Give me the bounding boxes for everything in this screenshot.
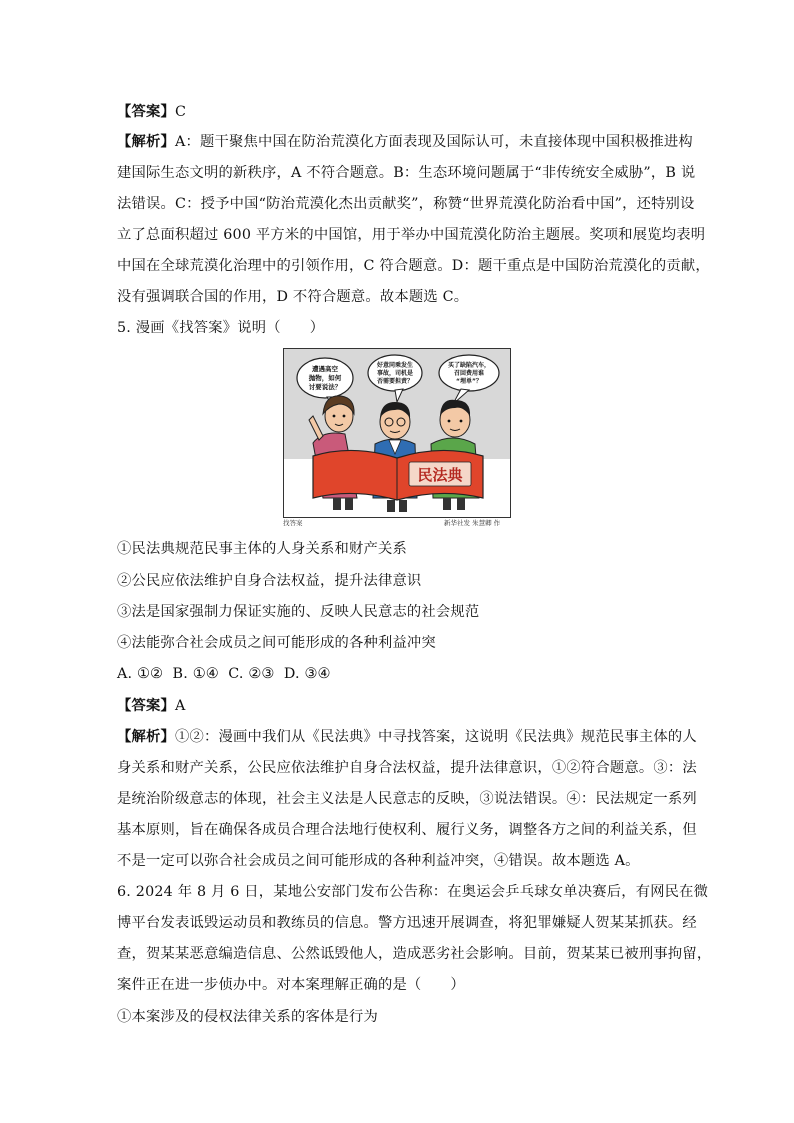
analysis-5-line-2: 身关系和财产关系，公民应依法维护自身合法权益，提升法律意识，①②符合题意。③：法 xyxy=(117,760,697,776)
cartoon-caption-right: 新华社发 朱慧卿 作 xyxy=(444,519,501,527)
bubble-left-line-3: 讨要说法？ xyxy=(308,383,342,391)
book-title: 民法典 xyxy=(417,466,463,484)
bubble-right-line-3: “埋单”？ xyxy=(456,378,482,385)
analysis-4-line-2: 建国际生态文明的新秩序，A 不符合题意。B：生态环境问题属于“非传统安全威胁”，B 说 xyxy=(117,165,696,181)
answer-label: 【答案】 xyxy=(117,698,175,714)
analysis-label: 【解析】 xyxy=(117,729,175,745)
analysis-label: 【解析】 xyxy=(117,134,175,150)
cartoon-caption-left: 找答案 xyxy=(283,519,303,527)
bubble-right-line-1: 买了缺陷汽车， xyxy=(447,362,491,369)
bubble-left-line-2: 抛物，如何 xyxy=(308,374,342,382)
question-6-line-3: 查，贺某某恶意编造信息、公然诋毁他人，造成恶劣社会影响。目前，贺某某已被刑事拘留， xyxy=(117,946,712,962)
question-5-choices: A. ①② B. ①④ C. ②③ D. ③④ xyxy=(117,666,331,682)
answer-label: 【答案】 xyxy=(117,104,175,120)
answer-5 xyxy=(117,697,186,715)
analysis-4-line-1: 【解析】A：题干聚焦中国在防治荒漠化方面表现及国际认可，未直接体现中国积极推进构 xyxy=(117,134,693,150)
bubble-middle-line-3: 否需要担责？ xyxy=(376,378,414,385)
analysis-5-line-1: 【解析】①②：漫画中我们从《民法典》中寻找答案，这说明《民法典》规范民事主体的人 xyxy=(117,729,697,745)
answer-value: C xyxy=(175,104,187,120)
analysis-4-line-3: 法错误。C：授予中国“防治荒漠化杰出贡献奖”，称赞“世界荒漠化防治看中国”，还特别设 xyxy=(117,196,695,212)
question-5-stem: 5. 漫画《找答案》说明（ ） xyxy=(117,320,325,336)
question-6-line-4: 案件正在进一步侦办中。对本案理解正确的是（ ） xyxy=(117,977,465,993)
question-6-line-1: 6. 2024 年 8 月 6 日，某地公安部门发布公告称：在奥运会乒乓球女单决赛后，有网民在微 xyxy=(117,884,709,900)
analysis-5-line-5: 不是一定可以弥合社会成员之间可能形成的各种利益冲突，④错误。故本题选 A。 xyxy=(117,853,640,869)
question-5-option-1: ①民法典规范民事主体的人身关系和财产关系 xyxy=(117,541,407,557)
question-5-option-3: ③法是国家强制力保证实施的、反映人民意志的社会规范 xyxy=(117,604,480,620)
bubble-right-line-2: 召回费用谁 xyxy=(453,370,485,377)
question-6-option-1: ①本案涉及的侵权法律关系的客体是行为 xyxy=(117,1009,378,1025)
analysis-4-line-6: 没有强调联合国的作用，D 不符合题意。故本题选 C。 xyxy=(117,289,469,305)
analysis-5-line-3: 是统治阶级意志的体现，社会主义法是人民意志的反映，③说法错误。④：民法规定一系列 xyxy=(117,791,697,807)
question-5-option-2: ②公民应依法维护自身合法权益，提升法律意识 xyxy=(117,573,422,589)
bubble-left-line-1: 遭遇高空 xyxy=(312,365,338,373)
answer-value: A xyxy=(175,698,186,714)
bubble-middle-line-2: 事故，司机是 xyxy=(376,370,414,377)
cartoon-image xyxy=(283,348,511,518)
analysis-4-line-4: 立了总面积超过 600 平方米的中国馆，用于举办中国荒漠化防治主题展。奖项和展览均表明 xyxy=(117,227,706,243)
question-6-line-2: 博平台发表诋毁运动员和教练员的信息。警方迅速开展调查，将犯罪嫌疑人贺某某抓获。经 xyxy=(117,915,697,931)
answer-4 xyxy=(117,103,186,121)
analysis-5-line-4: 基本原则，旨在确保各成员合理合法地行使权利、履行义务，调整各方之间的利益关系，但 xyxy=(117,822,697,838)
bubble-middle-line-1: 好意同乘发生 xyxy=(376,362,414,369)
analysis-4-line-5: 中国在全球荒漠化治理中的引领作用，C 符合题意。D：题干重点是中国防治荒漠化的贡献， xyxy=(117,258,710,274)
question-5-option-4: ④法能弥合社会成员之间可能形成的各种利益冲突 xyxy=(117,635,436,651)
